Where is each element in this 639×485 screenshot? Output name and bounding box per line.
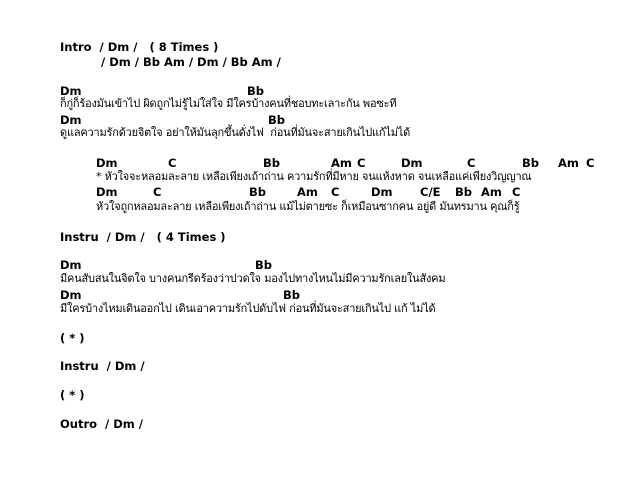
chorus-repeat-marker: ( * ) xyxy=(60,331,85,345)
intro-line: Intro / Dm / ( 8 Times ) xyxy=(60,40,219,54)
chord: Dm xyxy=(60,288,82,302)
chord: C xyxy=(586,156,595,170)
outro-line: Outro / Dm / xyxy=(60,417,143,431)
chord: Dm xyxy=(96,156,118,170)
chord: Bb xyxy=(263,156,280,170)
chord: C xyxy=(357,156,366,170)
chord: C xyxy=(512,185,521,199)
chord: Am xyxy=(297,185,318,199)
lyric-line: ก็กู่ก็ร้องมันเข้าไป ผิดถูกไม่รู้ไม่ใส่ใจ มีใครบ้างคนที่ชอบทะเลาะกัน พอซะที xyxy=(60,97,397,110)
chord: Bb xyxy=(455,185,472,199)
chorus-repeat-marker: ( * ) xyxy=(60,388,85,402)
lyric-line: หัวใจถูกหลอมละลาย เหลือเพียงเถ้าถ่าน แม้ไม่ตายซะ ก็เหมือนซากคน อยู่ดี มันทรมาน คุณก็รู้ xyxy=(96,200,520,213)
chord: Am xyxy=(331,156,352,170)
chord: Bb xyxy=(283,288,300,302)
chord: Am xyxy=(558,156,579,170)
lyric-line: มีคนสับสนในจิตใจ บางคนกรีดร้องว่าปวดใจ มองไปทางไหนไม่มีความรักเลยในสังคม xyxy=(60,272,446,285)
chord: Bb xyxy=(522,156,539,170)
chord: Bb xyxy=(249,185,266,199)
chord: Bb xyxy=(247,84,264,98)
intro-progression: / Dm / Bb Am / Dm / Bb Am / xyxy=(101,55,281,69)
lyric-line: ดูแลความรักด้วยจิตใจ อย่าให้มันลุกขึ้นดั่งไฟ ก่อนที่มันจะสายเกินไปแก้ไม่ได้ xyxy=(60,126,411,139)
chord: Dm xyxy=(371,185,393,199)
lyric-line: มีใครบ้างไหมเดินออกไป เดินเอาความรักไปดับไฟ ก่อนที่มันจะสายเกินไป แก้ ไม่ได้ xyxy=(60,302,436,315)
chord: C/E xyxy=(420,185,441,199)
chord: Dm xyxy=(60,84,82,98)
chord: Dm xyxy=(60,113,82,127)
chord: C xyxy=(168,156,177,170)
chord: C xyxy=(153,185,162,199)
chord: Dm xyxy=(96,185,118,199)
chord: Bb xyxy=(268,113,285,127)
chord: Dm xyxy=(401,156,423,170)
chord: Am xyxy=(481,185,502,199)
chord: Bb xyxy=(255,258,272,272)
instrumental-line: Instru / Dm / ( 4 Times ) xyxy=(60,230,226,244)
chord: Dm xyxy=(60,258,82,272)
chord: C xyxy=(331,185,340,199)
instrumental-line: Instru / Dm / xyxy=(60,359,145,373)
chord: C xyxy=(467,156,476,170)
lyric-line: * หัวใจจะหลอมละลาย เหลือเพียงเถ้าถ่าน ความรักที่มีหาย จนแห้งหาด จนเหลือแค่เพียงวิญญาณ xyxy=(96,170,532,183)
